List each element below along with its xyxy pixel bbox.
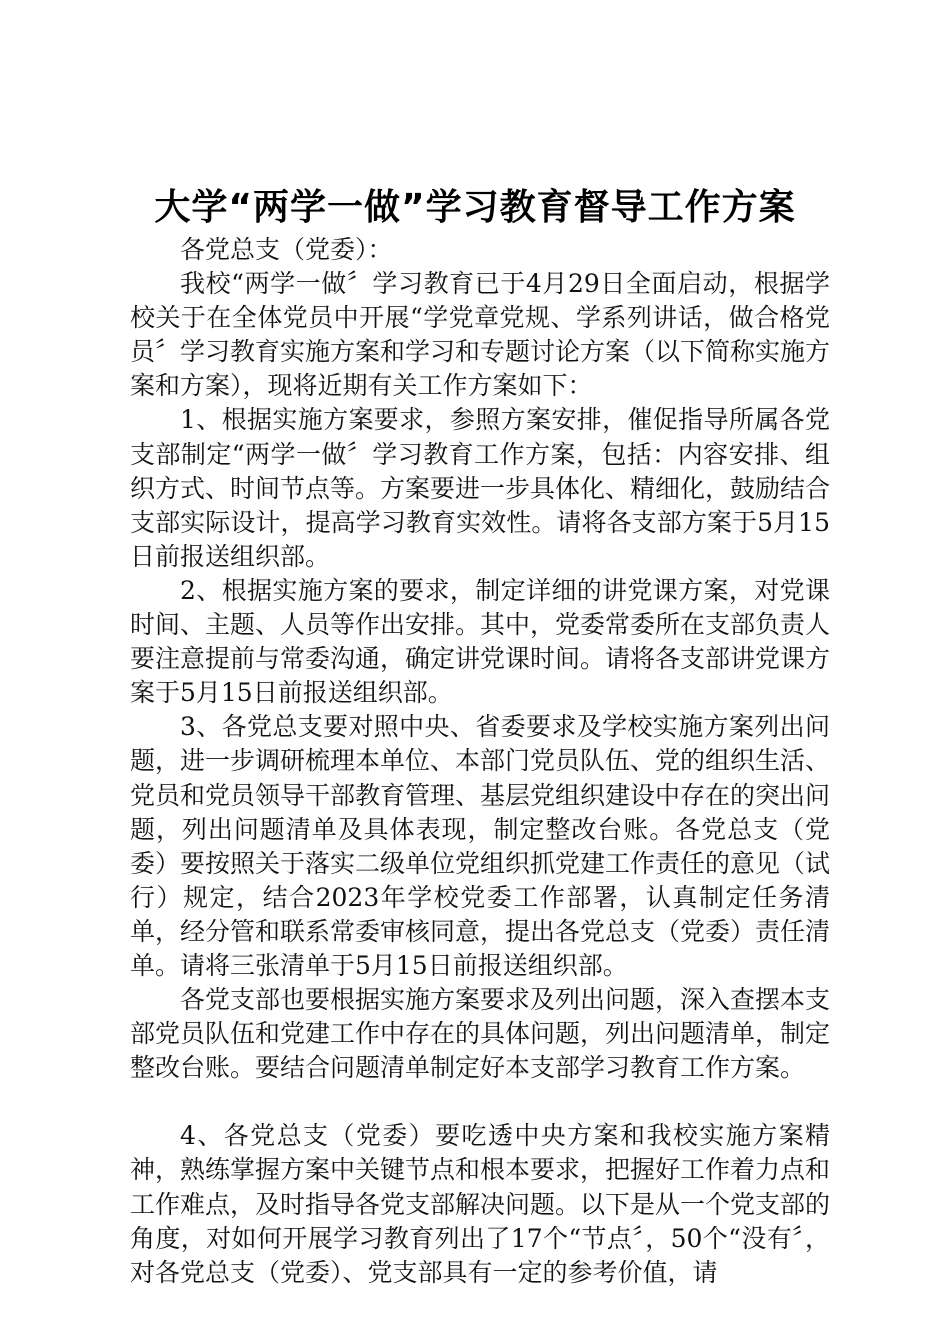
intro-paragraph: 我校“两学一做〞学习教育已于4月29日全面启动，根据学校关于在全体党员中开展“学党章党规、学系列讲话，做合格党员〞学习教育实施方案和学习和专题讨论方案（以下简称实施方案和方案），现将近期有关工作方案如下： [130, 269, 831, 401]
item-3-paragraph: 3、各党总支要对照中央、省委要求及学校实施方案列出问题，进一步调研梳理本单位、本部门党员队伍、党的组织生活、党员和党员领导干部教育管理、基层党组织建设中存在的突出问题，列出问题清单及具体表现，制定整改台账。各党总支（党委）要按照关于落实二级单位党组织抓党建工作责任的意见（试行）规定，结合2023年学校党委工作部署，认真制定任务清单，经分管和联系常委审核同意，提出各党总支（党委）责任清单。请将三张清单于5月15日前报送组织部。 [130, 712, 831, 980]
item-2-paragraph: 2、根据实施方案的要求，制定详细的讲党课方案，对党课时间、主题、人员等作出安排。其中，党委常委所在支部负责人要注意提前与常委沟通，确定讲党课时间。请将各支部讲党课方案于5月15日前报送组织部。 [130, 575, 831, 708]
document-body [130, 233, 830, 1290]
salutation-paragraph: 各党总支（党委）： [180, 235, 393, 264]
document-title: 大学“两学一做”学习教育督导工作方案 [154, 187, 796, 228]
item-4-paragraph: 4、各党总支（党委）要吃透中央方案和我校实施方案精神，熟练掌握方案中关键节点和根本要求，把握好工作着力点和工作难点，及时指导各党支部解决问题。以下是从一个党支部的角度，对如何开展学习教育列出了17个“节点〞，50个“没有〞，对各党总支（党委）、党支部具有一定的参考价值，请 [130, 1121, 831, 1287]
branch-paragraph: 各党支部也要根据实施方案要求及列出问题，深入查摆本支部党员队伍和党建工作中存在的具体问题，列出问题清单，制定整改台账。要结合问题清单制定好本支部学习教育工作方案。 [130, 985, 831, 1083]
item-1-paragraph: 1、根据实施方案要求，参照方案安排，催促指导所属各党支部制定“两学一做〞学习教育工作方案，包括：内容安排、组织方式、时间节点等。方案要进一步具体化、精细化，鼓励结合支部实际设计，提高学习教育实效性。请将各支部方案于5月15日前报送组织部。 [130, 405, 831, 571]
